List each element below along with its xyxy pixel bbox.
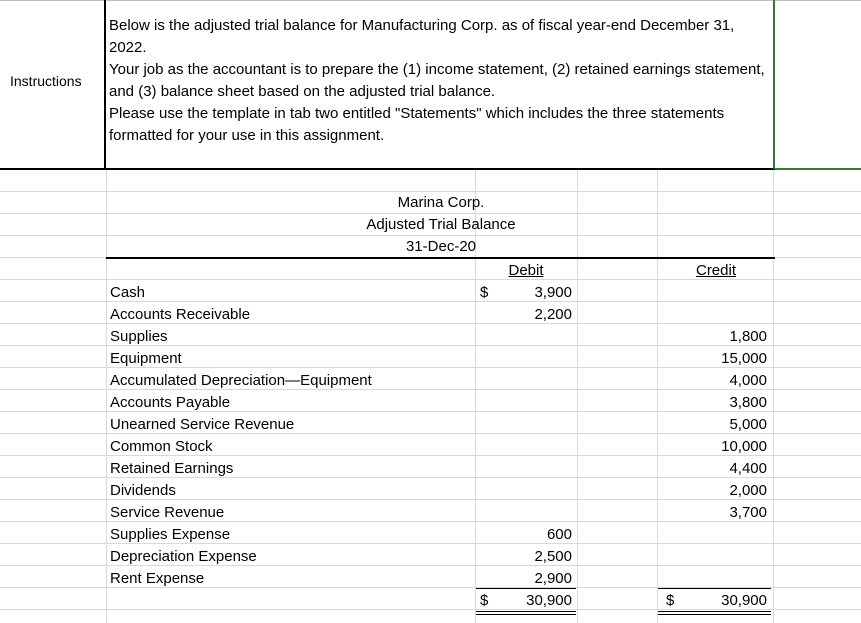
debit-total-rule (476, 588, 576, 589)
instructions-paragraph: Below is the adjusted trial balance for Manufacturing Corp. as of fiscal year-end December 31, 2022. (109, 17, 735, 56)
account-name: Supplies (110, 328, 168, 345)
debit-double-underline-2 (476, 614, 576, 615)
report-date: 31-Dec-20 (405, 238, 477, 255)
credit-double-underline-2 (658, 614, 771, 615)
report-title: Adjusted Trial Balance (366, 216, 516, 233)
account-name: Unearned Service Revenue (110, 416, 295, 433)
account-name: Service Revenue (110, 504, 225, 521)
account-name: Accumulated Depreciation—Equipment (110, 372, 372, 389)
account-name: Cash (110, 284, 146, 301)
instructions-text[interactable] (109, 15, 773, 147)
debit-amount: 600 (546, 526, 572, 543)
credit-amount: 2,000 (729, 482, 767, 499)
credit-column-header: Credit (695, 262, 736, 279)
instructions-left-border (104, 0, 106, 169)
credit-amount: 5,000 (729, 416, 767, 433)
debit-column-header: Debit (508, 262, 544, 279)
debit-currency: $ (480, 284, 489, 301)
account-name: Equipment (110, 350, 182, 367)
credit-amount: 3,700 (729, 504, 767, 521)
credit-amount: 10,000 (721, 438, 767, 455)
credit-amount: 4,400 (729, 460, 767, 477)
credit-amount: 15,000 (721, 350, 767, 367)
debit-amount: 2,900 (534, 570, 572, 587)
credit-amount: 1,800 (729, 328, 767, 345)
credit-amount: 4,000 (729, 372, 767, 389)
selected-cell-border-bottom (775, 168, 861, 170)
account-name: Depreciation Expense (110, 548, 257, 565)
debit-total: 30,900 (526, 592, 572, 609)
debit-amount: 2,500 (534, 548, 572, 565)
account-name: Accounts Payable (110, 394, 231, 411)
instructions-paragraph: Please use the template in tab two entitled "Statements" which includes the three statements formatted for your use in this assignment. (109, 105, 725, 144)
selected-cell-border[interactable] (773, 0, 775, 169)
grid-column-line (657, 170, 658, 623)
instructions-label: Instructions (10, 73, 82, 89)
debit-amount: 3,900 (534, 284, 572, 301)
grid-column-line (773, 170, 774, 623)
credit-total: 30,900 (721, 592, 767, 609)
instructions-bottom-border (0, 168, 775, 170)
account-name: Retained Earnings (110, 460, 234, 477)
debit-double-underline-1 (476, 611, 576, 612)
debit-total-currency: $ (480, 592, 489, 609)
instructions-paragraph: Your job as the accountant is to prepare the (1) income statement, (2) retained earnings statement, and (3) balance sheet based on the adjusted trial balance. (109, 61, 765, 100)
account-name: Common Stock (110, 438, 213, 455)
account-name: Accounts Receivable (110, 306, 251, 323)
debit-amount: 2,200 (534, 306, 572, 323)
header-rule (106, 257, 775, 259)
account-name: Rent Expense (110, 570, 205, 587)
account-name: Supplies Expense (110, 526, 231, 543)
credit-total-rule (658, 588, 771, 589)
credit-amount: 3,800 (729, 394, 767, 411)
company-name: Marina Corp. (397, 194, 485, 211)
grid-column-line (106, 170, 107, 623)
account-name: Dividends (110, 482, 176, 499)
credit-total-currency: $ (666, 592, 675, 609)
top-border (0, 0, 861, 1)
credit-double-underline-1 (658, 611, 771, 612)
